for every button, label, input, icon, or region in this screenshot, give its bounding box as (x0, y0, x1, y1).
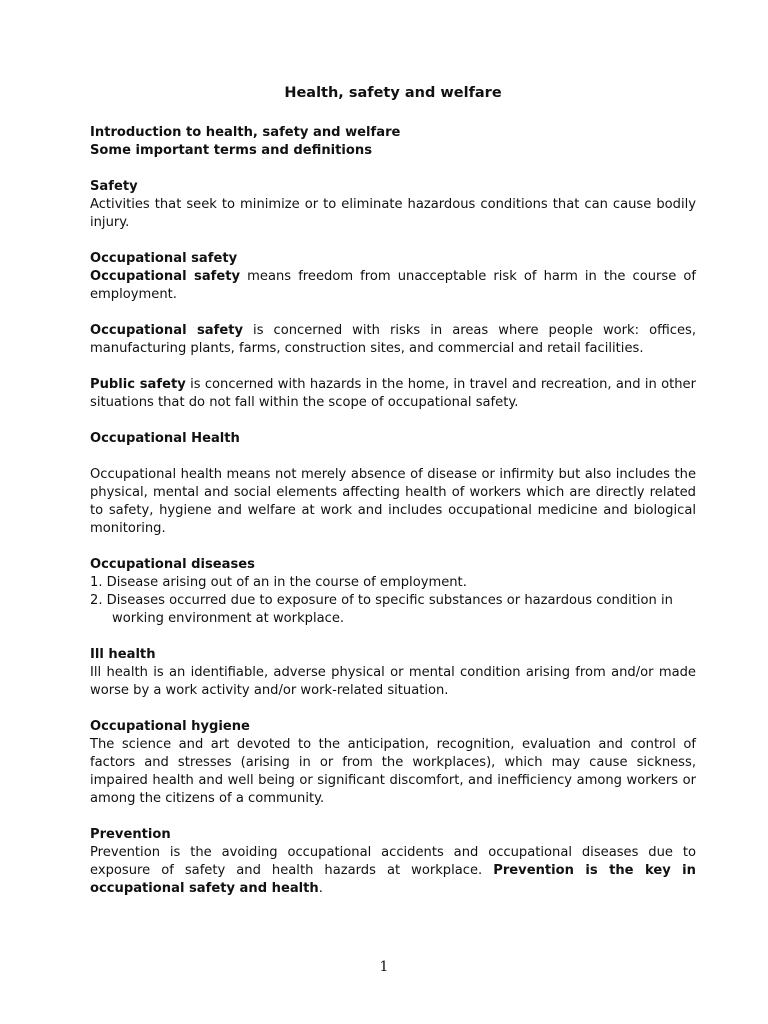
section-heading-occupational-hygiene: Occupational hygiene (90, 719, 250, 734)
intro-heading: Introduction to health, safety and welfare (90, 125, 401, 140)
section-ill-health (90, 646, 696, 700)
term-bold: Occupational safety (90, 323, 244, 338)
section-heading-safety: Safety (90, 179, 138, 194)
section-occupational-safety-2 (90, 322, 696, 358)
section-heading-occupational-safety: Occupational safety (90, 251, 238, 266)
section-heading-ill-health: Ill health (90, 647, 156, 662)
occupational-health-definition: Occupational health means not merely absence of disease or infirmity but also includes the physical, mental and social elements affecting health of workers which are directly related to safety, hygiene and welfare at work and includes occupational medicine and biological monitoring. (90, 467, 696, 536)
section-prevention (90, 826, 696, 898)
section-heading-occupational-diseases: Occupational diseases (90, 557, 255, 572)
document-title: Health, safety and welfare (284, 85, 502, 101)
document-page (90, 84, 696, 898)
section-public-safety (90, 376, 696, 412)
paragraph-text: means freedom from unacceptable risk of harm in the course of employment. (90, 269, 696, 302)
term-bold: Public safety (90, 377, 186, 392)
section-occupational-hygiene (90, 718, 696, 808)
occupational-hygiene-definition: The science and art devoted to the anticipation, recognition, evaluation and control of factors and stresses (arising in or from the workplaces), which may cause sickness, impaired health and well being or significant discomfort, and inefficiency among workers or among the citizens of a community. (90, 737, 696, 806)
paragraph-text: is concerned with hazards in the home, in travel and recreation, and in other situations that do not fall within the scope of occupational safety. (90, 377, 696, 410)
section-occupational-diseases (90, 556, 696, 628)
section-safety (90, 178, 696, 232)
occupational-safety-paragraph-1 (90, 268, 696, 304)
page-number: 1 (379, 959, 389, 975)
list-item: 1. Disease arising out of an in the course of employment. (90, 575, 467, 590)
paragraph-text: is concerned with risks in areas where people work: offices, manufacturing plants, farms, construction sites, and commercial and retail facilities. (90, 323, 696, 356)
section-heading-occupational-health: Occupational Health (90, 431, 240, 446)
prevention-key-statement: Prevention is the key in occupational safety and health (90, 863, 696, 896)
paragraph-end: . (318, 881, 323, 896)
terms-heading: Some important terms and definitions (90, 143, 373, 158)
paragraph-text: Prevention is the avoiding occupational accidents and occupational diseases due to exposure of safety and health hazards at workplace. (90, 845, 696, 878)
section-occupational-health (90, 430, 696, 448)
ill-health-definition: Ill health is an identifiable, adverse physical or mental condition arising from and/or made worse by a work activity and/or work-related situation. (90, 665, 696, 698)
occupational-health-body (90, 466, 696, 538)
occupational-safety-paragraph-2 (90, 322, 696, 358)
prevention-definition (90, 844, 696, 898)
section-heading-prevention: Prevention (90, 827, 171, 842)
public-safety-paragraph (90, 376, 696, 412)
section-occupational-safety (90, 250, 696, 304)
safety-definition: Activities that seek to minimize or to eliminate hazardous conditions that can cause bodily injury. (90, 197, 696, 230)
list-item: 2. Diseases occurred due to exposure of to specific substances or hazardous condition in working environment at workplace. (90, 593, 673, 626)
term-bold: Occupational safety (90, 269, 241, 284)
